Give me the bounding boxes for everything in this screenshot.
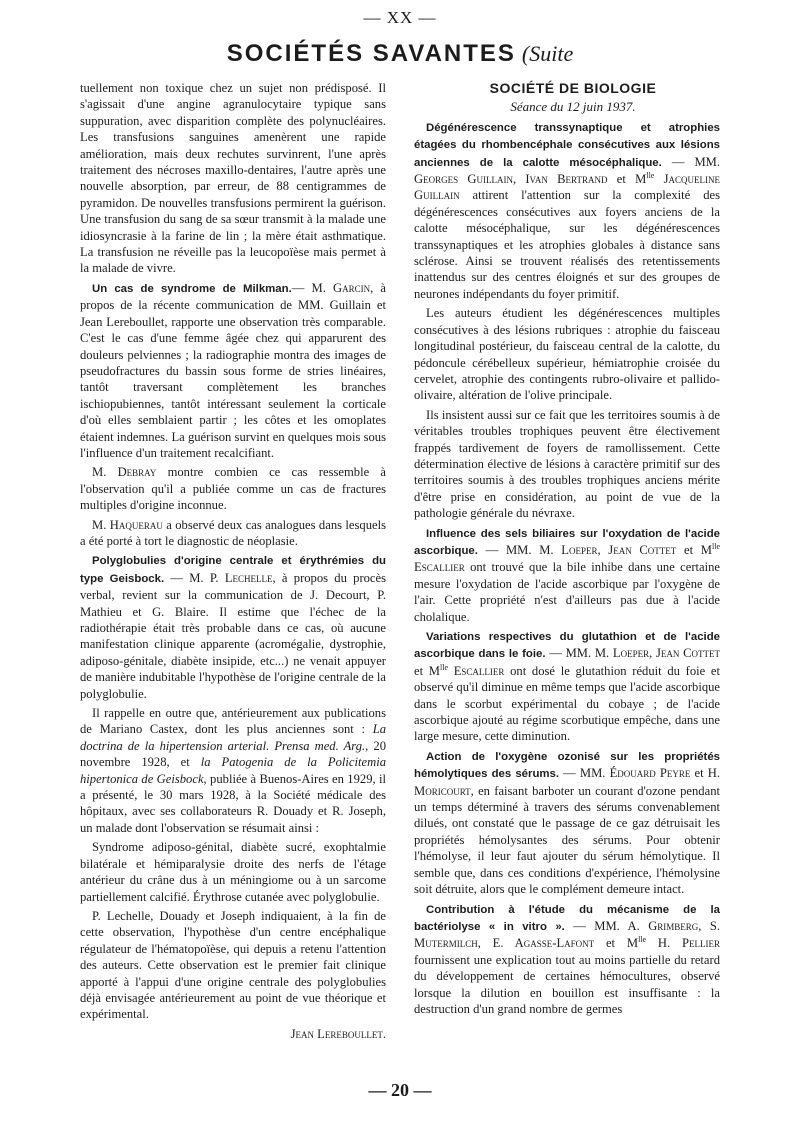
section-title: SOCIÉTÉS SAVANTES: [226, 40, 516, 67]
author-name: Escallier: [414, 560, 465, 575]
left-column: [80, 80, 386, 1045]
right-column: [414, 80, 720, 1020]
author-name: Debray: [117, 465, 157, 480]
page-number: — 20 —: [368, 1080, 432, 1100]
paragraph: Ils insistent aussi sur ce fait que les territoires soumis à de véritables troubles trophiques peuvent être électivement frappés tardivement de foyers de ramollissement. Cette détermination élective de lésions à caractère primitif sur des territoires soumis à des troubles trophiques anciens mérite d'être prise en considération, au point de vue de la pathologie générale du névraxe.: [414, 407, 720, 521]
article-glutathion: Variations respectives du glutathion et de l'acide ascorbique dans le foie. — MM. M. Loeper, Jean Cottet et $M^{lle}$ Escallier ont dosé le glutathion réduit du foie et observé qu'il diminue en même temps que l'acide ascorbique dans le scorbut expérimental du cobaye ; de l'acide ascorbique ajouté au régime scorbutique empêche, dans une large mesure, cette diminution.: [414, 631, 721, 744]
citation-title: la Patogenia de la Policitemia hipertonica de Geisbock: [80, 755, 386, 786]
article-sels-biliaires: Influence des sels biliaires sur l'oxydation de l'acide ascorbique. — MM. M. Loeper, Jean Cottet et $M^{lle}$ Escallier ont trouvé que la bile inhibe dans une certaine mesure l'oxydation de l'acide ascorbique par l'oxygène de l'air. Cette propriété n'est d'ailleurs pas due à l'acide cholalique.: [414, 527, 720, 624]
paragraph: Syndrome adiposo-génital, diabète sucré, exophtalmie bilatérale et hémiparalysie droite des nerfs de l'étage antérieur du crâne dus à un méningiome ou à un sarcome partiellement calcifié. Érythrose cutanée avec polyglobulie.: [80, 840, 386, 904]
article-title: Un cas de syndrome de Milkman.: [92, 282, 292, 295]
paragraph: tuellement non toxique chez un sujet non prédisposé. Il s'agissait d'une angine agranulocytaire typique sans suppuration, avec disparition complète des polynucléaires. Les transfusions sanguines amenèrent une rapide amélioration, mais deux rechutes survinrent, l'une après traitement des nécroses maxillo-dentaires, l'autre après une nouvelle absorption, par erreur, de 88 centigrammes de pyramidon. De nouvelles transfusions permirent la guérison. Une transfusion du sang de sa sœur transmit à la malade une idiosyncrasie à la farine de lin ; la mère était asthmatique. La transfusion ne réveille pas la leucopoïèse mais permet à la malade de vivre.: [80, 81, 386, 276]
article-milkman: Un cas de syndrome de Milkman.— M. Garcin, à propos de la récente communication de MM. Guillain et Jean Lereboullet, rapporte une observation très comparable. C'est le cas d'une femme âgée chez qui apparurent des douleurs pelviennes ; la radiographie montra des images de pseudofractures du bassin sous forme de stries linéaires, tantôt traversant complètement les branches ischiopubiennes, tantôt intéressant seulement la corticale d'où elles semblaient partir ; les côtes et les omoplates étaient indemnes. La guérison survint en quelques mois sous l'influence d'un traitement recalcifiant.: [80, 280, 386, 460]
paragraph: Il rappelle en outre que, antérieurement aux publications de Mariano Castex, dont les plus anciennes sont : La doctrina de la hipertension arterial. Prensa med. Arg., 20 novembre 1928, et la Patogenia de la Policitemia hipertonica de Geisbock, publiée à Buenos-Aires en 1929, il a présenté, le 30 mars 1928, à la Société médicale des hôpitaux, avec ses collaborateurs R. Douady et R. Joseph, un malade dont l'observation se résumait ainsi :: [80, 706, 387, 835]
article-oxygene-ozonise: Action de l'oxygène ozonisé sur les propriétés hémolytiques des sérums. — MM. Édouard Peyre et H. Moricourt, en faisant barboter un courant d'ozone pendant un temps déterminé à travers des sérums convenablement dilués, ont constaté que le passage de ce gaz détruisait les propriétés hémolysantes des sérums. Pour obtenir l'hémolyse, il leur faut ajouter du sérum hémolytique. Il semble que, dans ces conditions d'expérience, l'hémolysine soit détruite, alors que le complément demeure intact.: [414, 750, 720, 897]
section-header: [0, 40, 800, 68]
article-title: Action de l'oxygène ozonisé sur les propriétés hémolytiques des sérums.: [414, 750, 720, 781]
session-date: Séance du 12 juin 1937.: [510, 99, 636, 115]
citation-title: La doctrina de la hipertension arterial. Prensa med. Arg.: [80, 722, 386, 753]
paragraph: M. Debray montre combien ce cas ressemble à l'observation qu'il a publiée comme un cas de fractures multiples d'origine inconnue.: [80, 465, 386, 513]
author-name: Grimberg, S. Mutermilch, E. Agasse-Lafont: [414, 918, 721, 951]
article-polyglobulies: Polyglobulies d'origine centrale et érythrémies du type Geisbock. — M. P. Lechelle, à propos du procès verbal, revient sur la communication de J. Decourt, P. Mathieu et G. Blaire. Il estime que l'échec de la radiothérapie était très probable dans ce cas, où aucune manifestation clinique apparente (acromégalie, dystrophie, adiposo-génitale, diabète insipide, etc...) ne venait appuyer de manière indubitable l'hypothèse de l'origine centrale de la polyglobulie.: [80, 555, 387, 701]
author-name: Georges Guillain, Ivan Bertrand: [414, 172, 608, 187]
author-name: Haquerau: [109, 517, 163, 532]
article-title: Polyglobulies d'origine centrale et érythrémies du type Geisbock.: [80, 555, 386, 585]
article-title: Influence des sels biliaires sur l'oxydation de l'acide ascorbique.: [414, 527, 720, 557]
article-bacteriolyse: Contribution à l'étude du mécanisme de la bactériolyse « in vitro ». — MM. A. Grimberg, S. Mutermilch, E. Agasse-Lafont et $M^{lle}$ H. Pellier fournissent une explication tout au moins partielle du retard du développement de certaines hémocultures, observé lorsque la dilution en bouillon est insuffisante : la destruction d'un grand nombre de germes: [414, 903, 721, 1016]
article-title: Variations respectives du glutathion et de l'acide ascorbique dans le foie.: [414, 631, 720, 661]
article-title: Contribution à l'étude du mécanisme de la bactériolyse « in vitro ».: [414, 903, 720, 933]
signature: Jean Lereboullet.: [290, 1026, 386, 1041]
author-name: Garcin: [333, 280, 371, 295]
article-degenerescence: Dégénérescence transsynaptique et atrophies étagées du rhombencéphale consécutives aux lésions anciennes de la calotte mésocéphalique. — MM. Georges Guillain, Ivan Bertrand et $M^{lle}$ Jacqueline Guillain attirent l'attention sur la complexité des dégénérescences consécutives aux foyers anciens de la calotte mésocéphalique, sur les dégénérescences transsynaptiques et les atrophies globales à distance sans sclérose. Ainsi se trouvent réalisés des retentissements inattendus sur des centres éloignés et sur des groupes de neurones indépendants du foyer primitif.: [414, 121, 720, 301]
paragraph: P. Lechelle, Douady et Joseph indiquaient, à la fin de cette observation, l'hypothèse d'un centre encéphalique régulateur de l'hématopoïèse, qui depuis a retenu l'attention des auteurs. Cette observation est le premier fait clinique apporté à l'appui d'une origine centrale des polyglobulies déjà envisagée antérieurement au point de vue théorique et expérimental.: [80, 908, 386, 1022]
author-name: Jacqueline Guillain: [414, 172, 720, 203]
paragraph: M. Haquerau a observé deux cas analogues dans lesquels a été porté à tort le diagnostic de néoplasie.: [80, 517, 386, 548]
article-title: Dégénérescence transsynaptique et atrophies étagées du rhombencéphale consécutives aux lésions anciennes de la calotte mésocéphalique.: [414, 121, 720, 169]
section-continued: (Suite: [521, 41, 574, 66]
author-name: H. Pellier: [646, 936, 720, 951]
roman-page-number: — XX —: [363, 8, 437, 27]
author-name: Édouard Peyre: [609, 766, 691, 781]
author-name: Lechelle: [224, 570, 273, 585]
author-name: Escallier: [448, 663, 505, 678]
paragraph: Les auteurs étudient les dégénérescences multiples consécutives à des lésions rubriques : atrophie du faisceau longitudinal postérieur, du faisceau central de la calotte, du pédoncule cérébelleux supérieur, hémiatrophie croisée du cervelet, atrophie des contingents rubro-olivaire et pallido-olivaire, altération de l'olive principale.: [414, 306, 720, 403]
author-name: Loeper, Jean Cottet: [612, 646, 721, 661]
author-name: Moricourt: [414, 783, 471, 798]
author-name: Loeper, Jean Cottet: [561, 542, 677, 557]
society-heading: SOCIÉTÉ DE BIOLOGIE: [489, 80, 657, 96]
